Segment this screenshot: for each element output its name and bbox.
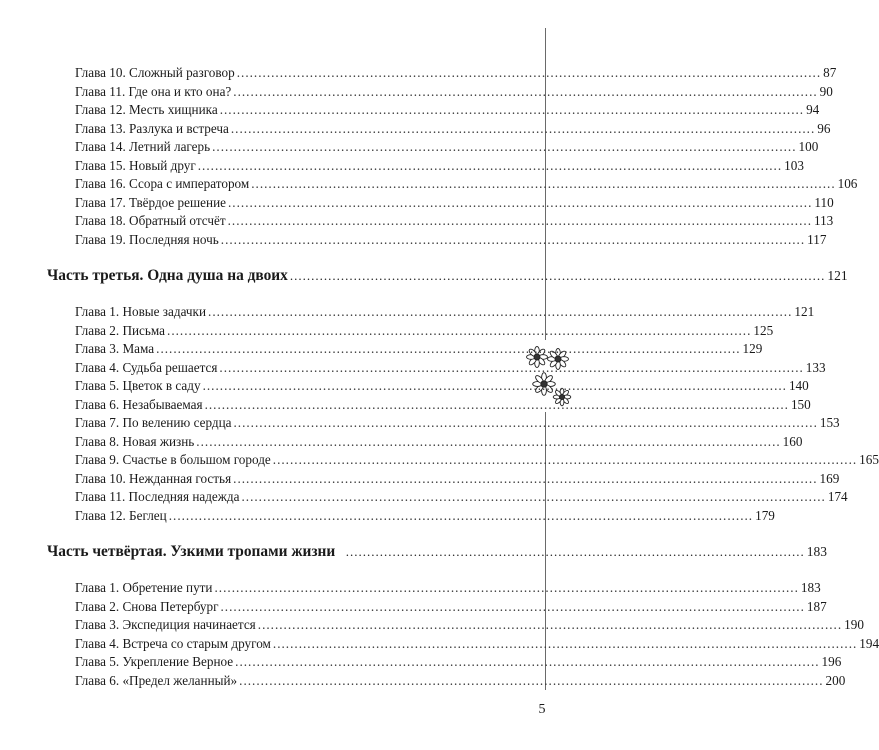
toc-entry[interactable] [75, 433, 803, 451]
dot-leader: ........................................................................................................................................ [272, 635, 858, 651]
dot-leader: ........................................................................................................................................ [219, 102, 805, 117]
toc-entry[interactable] [75, 175, 858, 193]
chapter-title: Глава 3. Мама [75, 341, 155, 356]
dot-leader: ........................................................................................................................................ [220, 598, 805, 614]
page-ref: 165 [859, 452, 879, 467]
chapter-title: Глава 17. Твёрдое решение [75, 194, 226, 210]
page-ref: 133 [805, 359, 826, 375]
dot-leader: ........................................................................................................................................ [212, 139, 797, 154]
page-ref: 150 [790, 396, 811, 412]
part-title: Часть третья. Одна душа на двоих [47, 267, 288, 284]
page-ref: 200 [825, 672, 846, 688]
page-ref: 121 [827, 268, 848, 283]
chapter-title: Глава 2. Снова Петербург [75, 598, 219, 614]
chapter-title: Глава 18. Обратный отсчёт [75, 213, 226, 228]
dot-leader: ........................................................................................................................................ [197, 157, 783, 173]
dot-leader: ........................................................................................................................................ [219, 359, 804, 375]
chapter-title: Глава 7. По велению сердца [75, 415, 232, 430]
toc-entry[interactable] [75, 138, 819, 156]
toc-entry[interactable] [75, 359, 826, 377]
dot-leader: ........................................................................................................................................ [202, 378, 787, 393]
toc-entry[interactable] [75, 635, 879, 653]
page-ref: 153 [819, 415, 840, 430]
chapter-title: Глава 1. Обретение пути [75, 580, 213, 595]
chapter-title: Глава 10. Сложный разговор [75, 65, 235, 80]
chapter-title: Глава 8. Новая жизнь [75, 433, 195, 449]
chapter-title: Глава 2. Письма [75, 322, 166, 338]
toc-entry[interactable] [75, 212, 834, 230]
chapter-title: Глава 5. Цветок в саду [75, 378, 201, 393]
page-ref: 140 [788, 378, 809, 393]
page-ref: 187 [806, 598, 827, 614]
dot-leader: ........................................................................................................................................ [167, 322, 752, 338]
dot-leader: ............................................................................................................ [337, 544, 805, 559]
dot-leader: ........................................................................................................................................ [168, 507, 754, 523]
page-ref: 190 [844, 617, 864, 632]
chapter-title: Глава 1. Новые задачки [75, 304, 207, 319]
toc-entry[interactable] [75, 101, 820, 119]
toc-entry[interactable] [75, 396, 811, 414]
dot-leader: ........................................................................................................................................ [220, 231, 806, 247]
dot-leader: ........................................................................................................................................ [272, 452, 858, 467]
page-ref: 169 [819, 470, 840, 486]
dot-leader: ........................................................................................................................................ [228, 194, 813, 210]
dot-leader: ........................................................................................................................................ [251, 176, 836, 191]
dot-leader: ........................................................................................................................................ [239, 672, 824, 688]
toc-entry[interactable] [75, 672, 846, 690]
page-ref: 113 [813, 213, 834, 228]
toc-entry[interactable] [75, 414, 840, 432]
chapter-title: Глава 13. Разлука и встреча [75, 120, 229, 136]
dot-leader: ........................................................................................................................................ [196, 433, 781, 449]
dot-leader: ........................................................................................................................................ [235, 654, 820, 669]
toc-entry[interactable] [75, 83, 833, 101]
dot-leader: ........................................................................................................................................ [233, 415, 818, 430]
chapter-title: Глава 15. Новый друг [75, 157, 196, 173]
chapter-title: Глава 5. Укрепление Верное [75, 654, 234, 669]
page-ref: 183 [800, 580, 821, 595]
toc-entry[interactable] [75, 488, 848, 506]
page-ref: 94 [806, 102, 820, 117]
page-ref: 194 [859, 635, 879, 651]
page-ref: 103 [784, 157, 804, 173]
page-ref: 117 [807, 231, 827, 247]
toc-entry[interactable] [75, 64, 837, 82]
chapter-title: Глава 6. «Предел желанный» [75, 672, 238, 688]
page-ref: 100 [798, 139, 819, 154]
page-ref: 121 [794, 304, 815, 319]
dot-leader: ........................................................................................................................................ [227, 213, 812, 228]
dot-leader: .............................................................................................................................. [289, 268, 826, 283]
toc-entry[interactable] [75, 653, 842, 671]
toc-entry[interactable] [75, 157, 804, 175]
chapter-title: Глава 4. Судьба решается [75, 359, 218, 375]
chapter-title: Глава 11. Последняя надежда [75, 489, 240, 504]
toc-entry[interactable] [75, 598, 827, 616]
dot-leader: ........................................................................................................................................ [236, 65, 822, 80]
page-number: 5 [538, 702, 546, 717]
dot-leader: ........................................................................................................................................ [233, 83, 818, 99]
page-ref: 90 [819, 83, 833, 99]
page-ref: 196 [821, 654, 842, 669]
dot-leader: ........................................................................................................................................ [233, 470, 818, 486]
toc-entry[interactable] [75, 507, 775, 525]
dot-leader: ........................................................................................................................................ [204, 396, 789, 412]
part-heading[interactable] [47, 265, 848, 287]
dot-leader: ........................................................................................................................................ [214, 580, 799, 595]
toc-entry[interactable] [75, 616, 864, 634]
chapter-title: Глава 11. Где она и кто она? [75, 83, 232, 99]
part-heading[interactable] [47, 541, 828, 563]
dot-leader: ........................................................................................................................................ [257, 617, 843, 632]
page-ref: 174 [827, 489, 848, 504]
chapter-title: Глава 19. Последняя ночь [75, 231, 219, 247]
chapter-title: Глава 6. Незабываемая [75, 396, 203, 412]
toc-entry[interactable] [75, 120, 831, 138]
chapter-title: Глава 10. Нежданная гостья [75, 470, 232, 486]
chapter-title: Глава 14. Летний лагерь [75, 139, 211, 154]
toc-entry[interactable] [75, 579, 821, 597]
dot-leader: ........................................................................................................................................ [156, 341, 741, 356]
page-ref: 160 [782, 433, 803, 449]
toc-entry[interactable] [75, 322, 774, 340]
dot-leader: ........................................................................................................................................ [230, 120, 816, 136]
page-ref: 183 [806, 544, 828, 559]
page-ref: 110 [814, 194, 834, 210]
toc-entry[interactable] [75, 340, 763, 358]
chapter-title: Глава 12. Месть хищника [75, 102, 218, 117]
page-ref: 96 [817, 120, 831, 136]
dot-leader: ........................................................................................................................................ [208, 304, 793, 319]
part-title: Часть четвёртая. Узкими тропами жизни [47, 543, 336, 560]
toc-entry[interactable] [75, 451, 879, 469]
page-ref: 129 [742, 341, 763, 356]
page-ref: 87 [823, 65, 837, 80]
page-ref: 125 [753, 322, 774, 338]
chapter-title: Глава 12. Беглец [75, 507, 167, 523]
toc-entry[interactable] [75, 470, 840, 488]
toc-entry[interactable] [75, 303, 815, 321]
chapter-title: Глава 16. Ссора с императором [75, 176, 250, 191]
chapter-title: Глава 3. Экспедиция начинается [75, 617, 256, 632]
page-ref: 106 [837, 176, 858, 191]
toc-entry[interactable] [75, 231, 827, 249]
page-ref: 179 [755, 507, 775, 523]
chapter-title: Глава 9. Счастье в большом городе [75, 452, 271, 467]
toc-entry[interactable] [75, 377, 809, 395]
dot-leader: ........................................................................................................................................ [241, 489, 826, 504]
toc-entry[interactable] [75, 194, 834, 212]
chapter-title: Глава 4. Встреча со старым другом [75, 635, 271, 651]
